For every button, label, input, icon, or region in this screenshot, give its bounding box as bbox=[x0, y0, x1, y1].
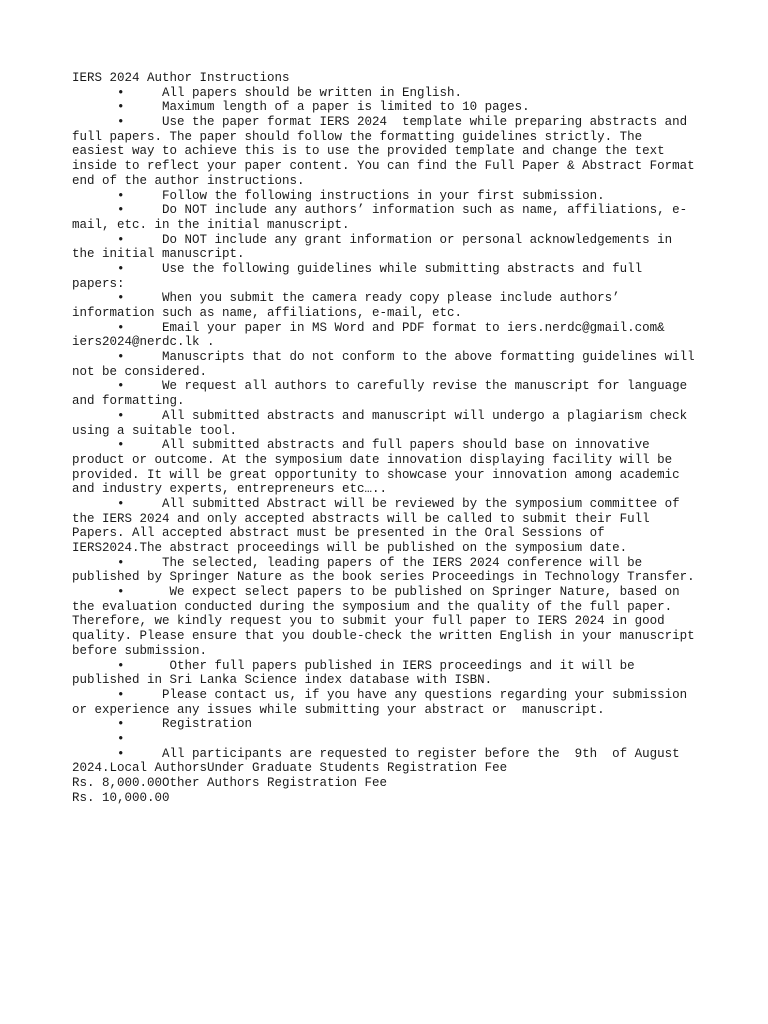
text-line: • Maximum length of a paper is limited to 10 pages. bbox=[72, 100, 530, 115]
text-line: • When you submit the camera ready copy please include authors’ bbox=[72, 291, 620, 306]
text-line: • We request all authors to carefully revise the manuscript for language bbox=[72, 379, 688, 394]
text-line: information such as name, affiliations, e-mail, etc. bbox=[72, 306, 463, 320]
text-line: • bbox=[72, 731, 125, 746]
text-line: • Use the paper format IERS 2024 template while preparing abstracts and bbox=[72, 115, 688, 130]
text-line: before submission. bbox=[72, 643, 208, 658]
text-line: • Use the following guidelines while submitting abstracts and full bbox=[72, 261, 643, 276]
text-line: end of the author instructions. bbox=[72, 173, 305, 188]
text-line: • Follow the following instructions in your first submission. bbox=[72, 188, 605, 203]
text-line: Rs. 8,000.00Other Authors Registration Fee bbox=[72, 776, 388, 790]
text-line: published by Springer Nature as the book series Proceedings in Technology Transfer. bbox=[72, 570, 695, 585]
text-line: Therefore, we kindly request you to submit your full paper to IERS 2024 in good bbox=[72, 614, 665, 629]
text-line: and industry experts, entrepreneurs etc….. bbox=[72, 482, 388, 497]
text-line: • Do NOT include any grant information or personal acknowledgements in bbox=[72, 232, 673, 247]
text-line: • The selected, leading papers of the IERS 2024 conference will be bbox=[72, 555, 643, 570]
text-line: or experience any issues while submitting your abstract or manuscript. bbox=[72, 702, 605, 717]
text-line: • All submitted abstracts and full papers should base on innovative bbox=[72, 438, 650, 453]
text-line: provided. It will be great opportunity to showcase your innovation among academic bbox=[72, 467, 680, 482]
text-line: Rs. 10,000.00 bbox=[72, 790, 170, 805]
text-line: papers: bbox=[72, 276, 125, 291]
document-body bbox=[72, 86, 702, 806]
text-line: the IERS 2024 and only accepted abstracts will be called to submit their Full bbox=[72, 511, 650, 526]
document-page bbox=[72, 71, 702, 805]
text-line: full papers. The paper should follow the formatting guidelines strictly. The bbox=[72, 129, 643, 144]
text-line: the evaluation conducted during the symposium and the quality of the full paper. bbox=[72, 599, 673, 614]
text-line: 2024.Local AuthorsUnder Graduate Students Registration Fee bbox=[72, 761, 508, 776]
text-line: • Registration bbox=[72, 717, 253, 732]
text-line: • Other full papers published in IERS proceedings and it will be bbox=[72, 658, 635, 673]
text-line: • All submitted abstracts and manuscript will undergo a plagiarism check bbox=[72, 408, 688, 423]
text-line: product or outcome. At the symposium date innovation displaying facility will be bbox=[72, 452, 673, 467]
text-line: • All papers should be written in English. bbox=[72, 85, 463, 100]
text-line: published in Sri Lanka Science index database with ISBN. bbox=[72, 673, 493, 688]
text-line: • Do NOT include any authors’ information such as name, affiliations, e- bbox=[72, 203, 688, 218]
text-line: • Email your paper in MS Word and PDF format to iers.nerdc@gmail.com& bbox=[72, 320, 665, 335]
text-line: Papers. All accepted abstract must be presented in the Oral Sessions of bbox=[72, 526, 605, 541]
text-line: inside to reflect your paper content. You can find the Full Paper & Abstract Format bbox=[72, 159, 695, 174]
text-line: iers2024@nerdc.lk . bbox=[72, 335, 215, 350]
text-line: the initial manuscript. bbox=[72, 247, 245, 262]
text-line: • All submitted Abstract will be reviewed by the symposium committee of bbox=[72, 496, 680, 511]
text-line: IERS2024.The abstract proceedings will be published on the symposium date. bbox=[72, 541, 628, 555]
text-line: quality. Please ensure that you double-check the written English in your manuscript bbox=[72, 629, 695, 644]
text-line: mail, etc. in the initial manuscript. bbox=[72, 217, 350, 232]
text-line: and formatting. bbox=[72, 394, 185, 409]
text-line: • We expect select papers to be published on Springer Nature, based on bbox=[72, 585, 680, 600]
text-line: • All participants are requested to register before the 9th of August bbox=[72, 746, 680, 761]
text-line: using a suitable tool. bbox=[72, 423, 238, 438]
text-line: not be considered. bbox=[72, 364, 208, 379]
document-title: IERS 2024 Author Instructions bbox=[72, 71, 290, 85]
text-line: • Manuscripts that do not conform to the above formatting guidelines will bbox=[72, 350, 695, 365]
text-line: easiest way to achieve this is to use the provided template and change the text bbox=[72, 144, 665, 159]
text-line: • Please contact us, if you have any questions regarding your submission bbox=[72, 687, 688, 702]
